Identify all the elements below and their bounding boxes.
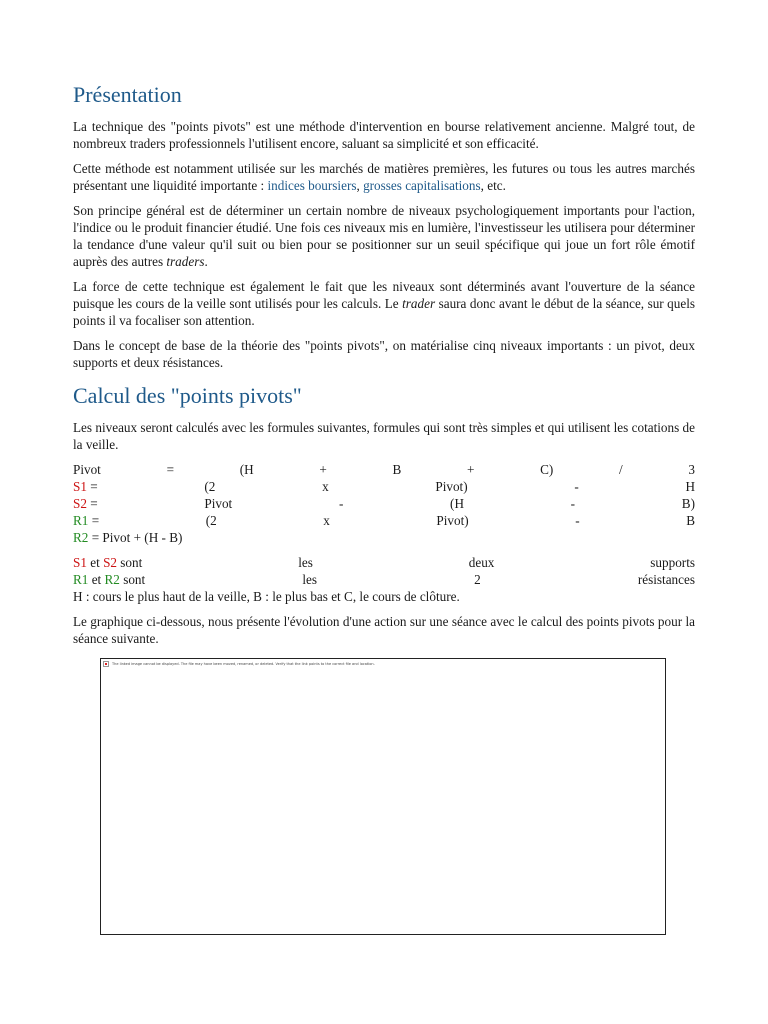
resistance-1-label: R1 <box>73 513 89 528</box>
formula-token: + <box>466 462 475 477</box>
support-2-label: S2 <box>73 496 87 511</box>
support-1-ref: S1 <box>73 555 87 570</box>
conjunction: et <box>86 555 104 570</box>
formula-token: C) <box>540 462 554 477</box>
paragraph-1 <box>73 118 695 152</box>
formula-token: x <box>322 479 329 494</box>
formula-token: x <box>323 513 330 528</box>
legend-token: sont <box>120 555 143 570</box>
supports-line <box>73 554 695 571</box>
paragraph-2 <box>73 160 695 194</box>
paragraph-3 <box>73 202 695 270</box>
document-page <box>73 80 695 655</box>
graph-intro: Le graphique ci-dessous, nous présente l'évolution d'une action sur une séance avec le calcul des points pivots pour la séance suivante. <box>73 614 695 646</box>
paragraph-3-text: Son principe général est de déterminer un certain nombre de niveaux psychologiquement importants pour l'action, l'indice ou le produit financier étudié. Une fois ces niveaux mis en lumière, l'investisseur les utilisera pour déterminer la tendance d'une valeur qu'il suit ou bien pour se positionner sur un seuil spécifique qui joue un fort rôle émotif auprès des autres <box>73 203 695 269</box>
resistance-2-ref: R2 <box>104 572 120 587</box>
support-2-ref: S2 <box>103 555 117 570</box>
formula-pivot <box>73 461 695 478</box>
formula-token: = <box>90 479 98 494</box>
formula-token: = <box>90 496 98 511</box>
formula-token: (2 <box>205 513 217 528</box>
broken-image-icon <box>103 661 109 667</box>
formula-token: H <box>685 479 695 494</box>
resistance-1-ref: R1 <box>73 572 89 587</box>
formula-token: Pivot) <box>436 513 469 528</box>
formulas-intro: Les niveaux seront calculés avec les formules suivantes, formules qui sont très simples et qui utilisent les cotations de la veille. <box>73 420 695 452</box>
legend-token: supports <box>650 555 695 570</box>
resistances-line <box>73 571 695 588</box>
resistance-2-label: R2 <box>73 530 89 545</box>
legend-block <box>73 554 695 605</box>
paragraph-3-end: . <box>204 254 208 269</box>
formula-token: - <box>570 496 576 511</box>
paragraph-4-emphasis: trader <box>402 296 436 311</box>
formula-token: (H <box>450 496 464 511</box>
formula-s1 <box>73 478 695 495</box>
formula-token: B <box>392 462 402 477</box>
formula-token: - <box>575 513 580 528</box>
paragraph-4-end: saura donc avant le début de la séance, sur quels points il va focaliser son attention. <box>73 296 695 328</box>
formula-token: / <box>619 462 623 477</box>
formula-r2 <box>73 529 695 546</box>
broken-image-message: The linked image cannot be displayed. The file may have been moved, renamed, or deleted. Verify that the link points to the correct file and location. <box>112 662 375 666</box>
legend-token: sont <box>123 572 146 587</box>
legend-token: 2 <box>474 572 481 587</box>
paragraph-1-text: La technique des "points pivots" est une méthode d'intervention en bourse relativement ancienne. Malgré tout, de nombreux traders professionnels l'utilisent encore, saluant sa simplicité et son efficacité. <box>73 119 695 151</box>
conjunction: et <box>88 572 105 587</box>
support-1-label: S1 <box>73 479 87 494</box>
section-title-presentation: Présentation <box>73 82 182 107</box>
paragraph-2-text: Cette méthode est notamment utilisée sur les marchés de matières premières, les futures ou tous les autres marchés présentant une liquidité importante : <box>73 161 695 193</box>
formula-token: + <box>319 462 327 477</box>
legend-token: résistances <box>637 572 695 587</box>
formula-token: (H <box>239 462 254 477</box>
formula-block <box>73 461 695 546</box>
paragraph-4 <box>73 278 695 329</box>
paragraph-5: Dans le concept de base de la théorie des "points pivots", on matérialise cinq niveaux importants : un pivot, deux supports et deux résistances. <box>73 338 695 370</box>
paragraph-2-end: , etc. <box>480 178 506 193</box>
formula-token: 3 <box>688 462 695 477</box>
section-title-calcul: Calcul des "points pivots" <box>73 383 302 408</box>
paragraph-3-emphasis: traders <box>166 254 205 269</box>
legend-token: les <box>298 555 313 570</box>
link-indices-boursiers[interactable]: indices boursiers <box>267 178 357 193</box>
legend-token: deux <box>468 555 495 570</box>
formula-r2-text: = Pivot + (H - B) <box>88 530 183 545</box>
formula-token: - <box>574 479 579 494</box>
formula-token: Pivot <box>73 462 101 477</box>
formula-r1 <box>73 512 695 529</box>
legend-token: les <box>302 572 317 587</box>
broken-image-frame <box>100 658 666 935</box>
paragraph-2-sep: , <box>356 178 364 193</box>
formula-token: Pivot <box>204 496 233 511</box>
formula-token: = <box>166 462 174 477</box>
formula-token: = <box>91 513 100 528</box>
formula-token: (2 <box>204 479 216 494</box>
paragraph-4-text: La force de cette technique est également le fait que les niveaux sont déterminés avant l'ouverture de la séance puisque les cours de la veille sont utilisés pour les calculs. Le <box>73 279 695 311</box>
formula-token: - <box>338 496 344 511</box>
formula-token: Pivot) <box>435 479 468 494</box>
formula-s2 <box>73 495 695 512</box>
hbc-definition: H : cours le plus haut de la veille, B : le plus bas et C, le cours de clôture. <box>73 589 460 604</box>
formula-token: B <box>686 513 695 528</box>
broken-image-placeholder <box>103 661 375 667</box>
formula-token: B) <box>681 496 695 511</box>
link-grosses-capitalisations[interactable]: grosses capitalisations <box>363 178 481 193</box>
